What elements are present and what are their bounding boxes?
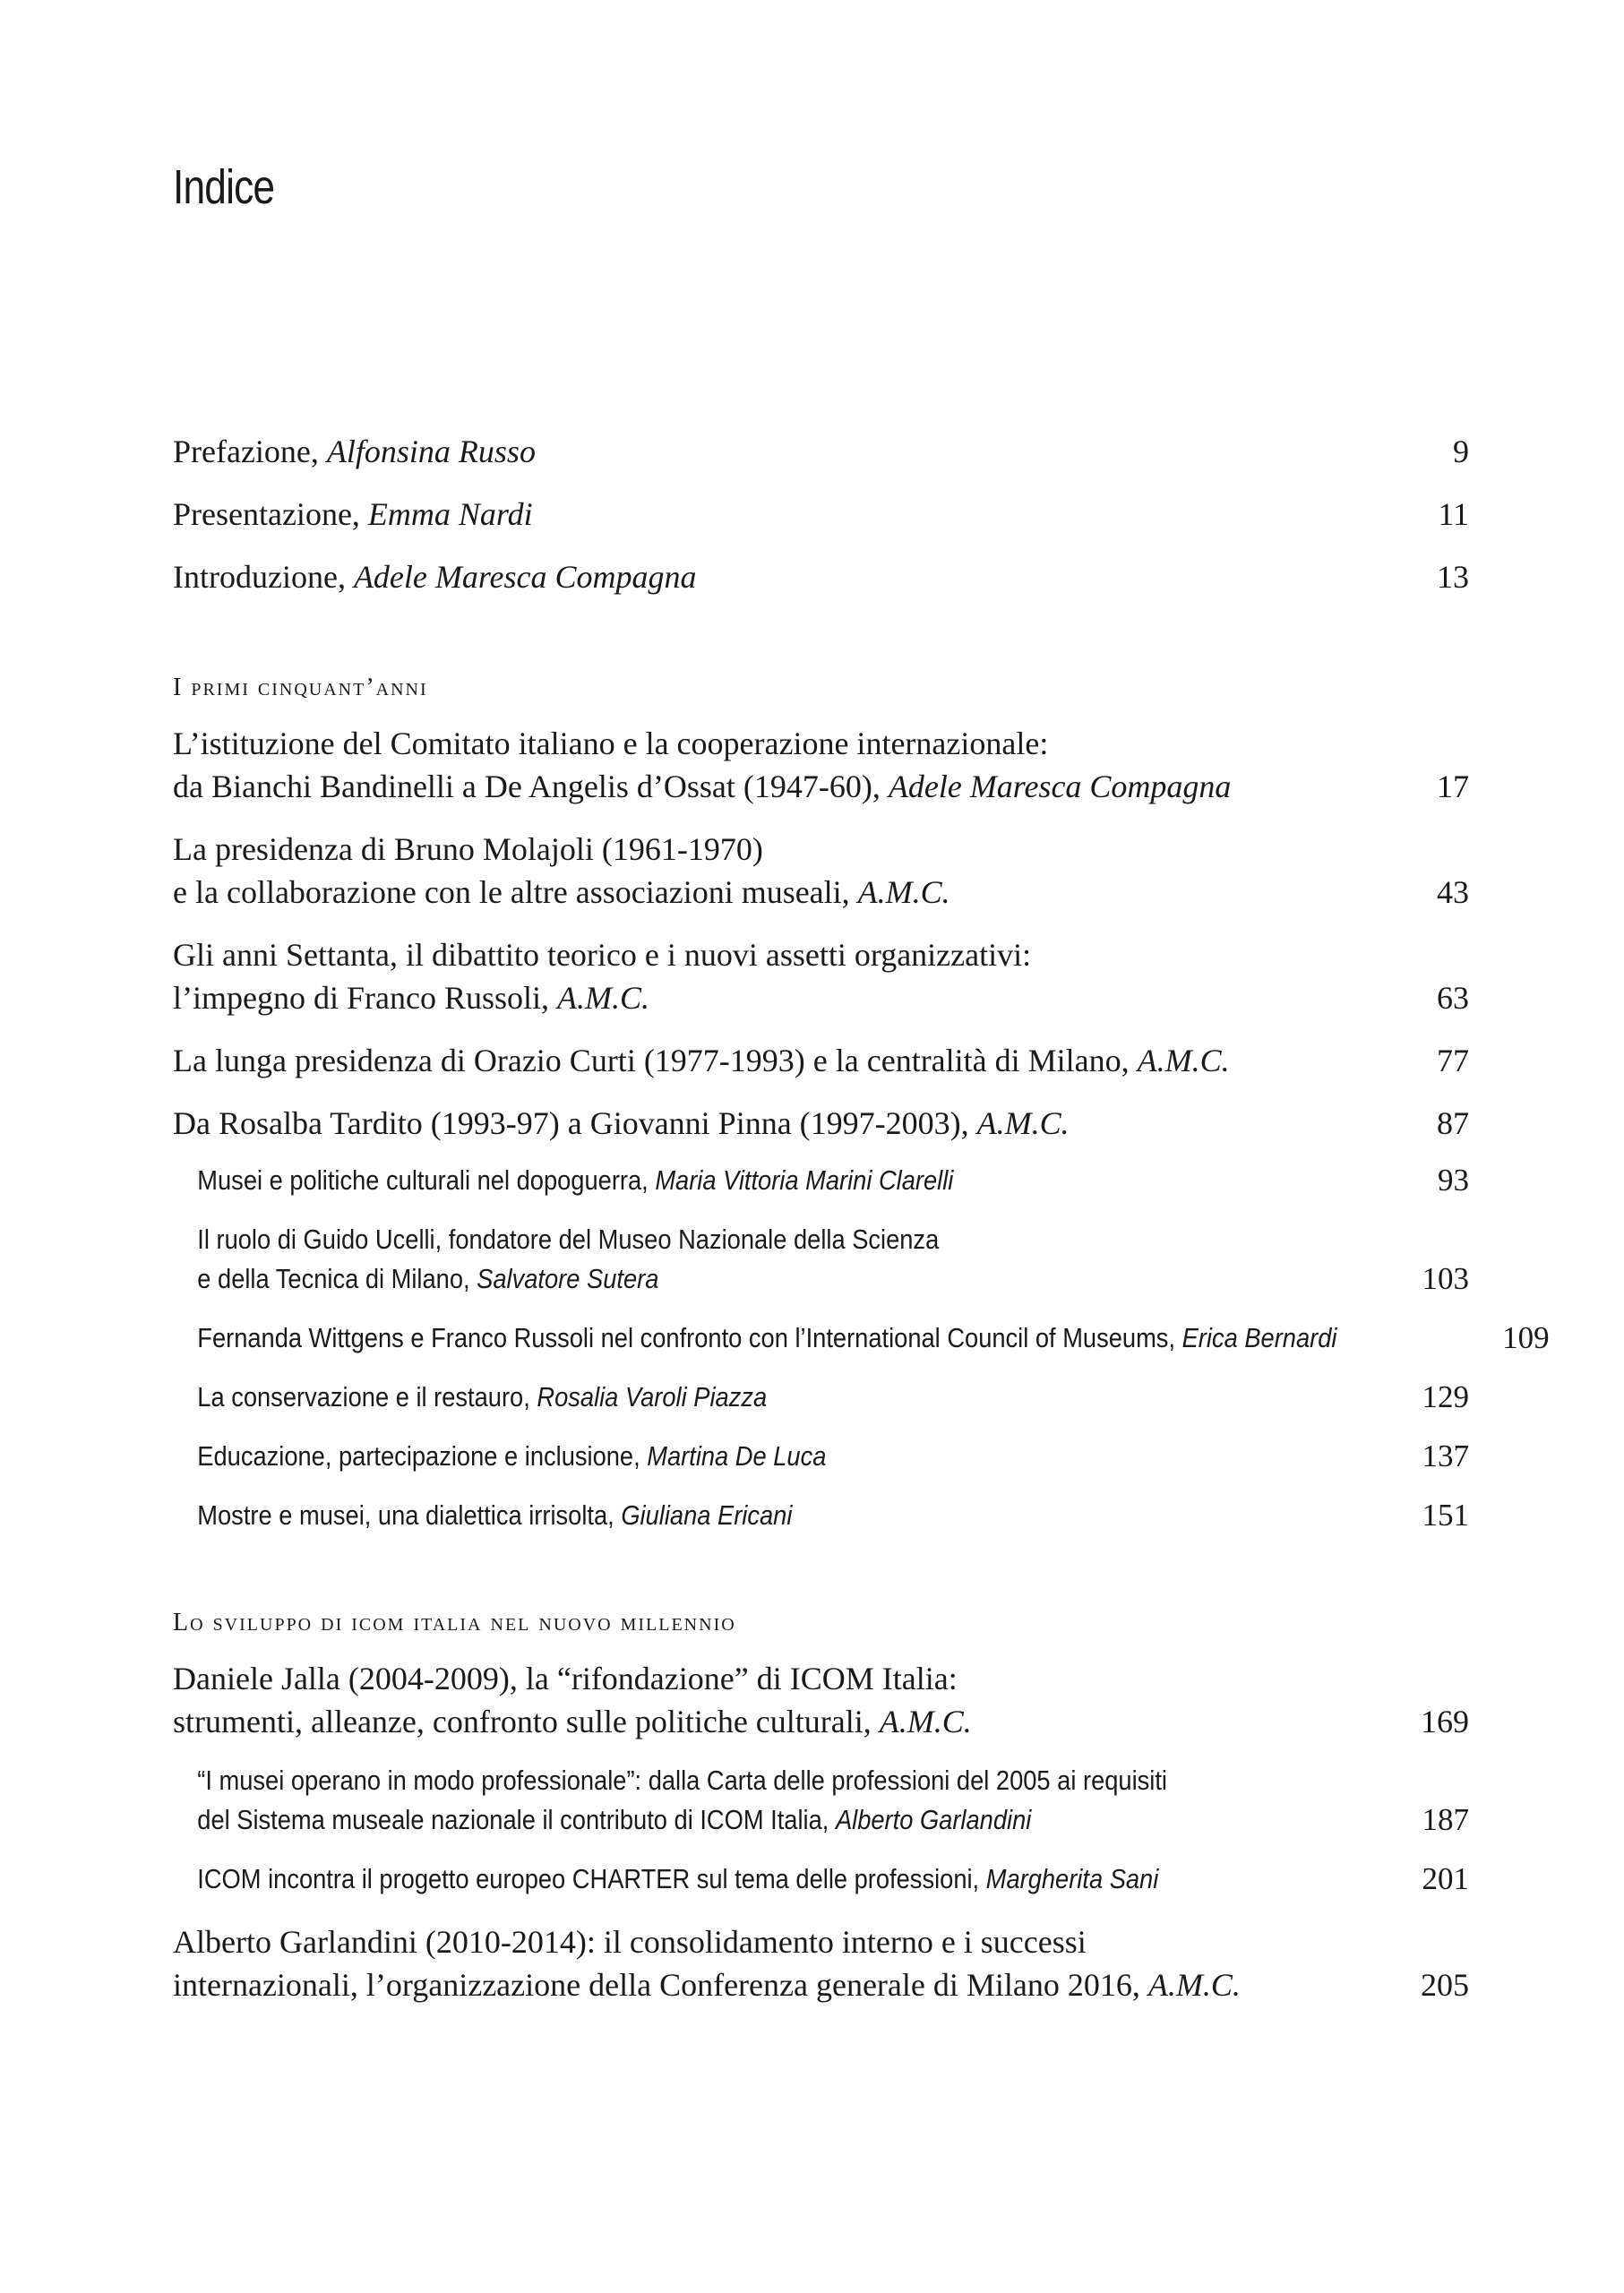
entry-author: A.M.C. bbox=[556, 980, 649, 1016]
entry-author: A.M.C. bbox=[857, 874, 950, 910]
entry-author: A.M.C. bbox=[976, 1105, 1070, 1141]
page-number: 17 bbox=[1437, 769, 1469, 804]
entry-title: Educazione, partecipazione e inclusione, bbox=[197, 1440, 648, 1472]
entry-title: La lunga presidenza di Orazio Curti (1977-1993) e la centralità di Milano, bbox=[173, 1043, 1138, 1078]
page-number: 103 bbox=[1422, 1261, 1469, 1296]
page-number: 63 bbox=[1437, 980, 1469, 1016]
page-number: 9 bbox=[1453, 434, 1469, 469]
entry-title-line1: Alberto Garlandini (2010-2014): il consolidamento interno e i successi bbox=[173, 1924, 1087, 1960]
toc-entry[interactable] bbox=[173, 828, 1469, 914]
table-of-contents bbox=[173, 430, 1550, 2006]
entry-author: Emma Nardi bbox=[367, 496, 533, 532]
toc-subentry[interactable] bbox=[173, 1161, 1469, 1200]
toc-subentry[interactable] bbox=[173, 1378, 1469, 1417]
toc-subentry[interactable] bbox=[173, 1859, 1469, 1899]
toc-entry[interactable] bbox=[173, 933, 1469, 1019]
toc-subentry[interactable] bbox=[173, 1496, 1469, 1535]
section-heading-sviluppo-icom-italia: Lo sviluppo di icom italia nel nuovo millennio bbox=[173, 1609, 736, 1636]
entry-title: Introduzione, bbox=[173, 559, 354, 595]
entry-title-line1: L’istituzione del Comitato italiano e la cooperazione internazionale: bbox=[173, 726, 1049, 761]
entry-title-line2: del Sistema museale nazionale il contributo di ICOM Italia, bbox=[197, 1804, 836, 1835]
entry-author: A.M.C. bbox=[1147, 1967, 1241, 2003]
entry-title-line1: “I musei operano in modo professionale”: dalla Carta delle professioni del 2005 ai requisiti bbox=[197, 1765, 1167, 1796]
toc-entry[interactable] bbox=[173, 1102, 1469, 1145]
entry-title-line1: Daniele Jalla (2004-2009), la “rifondazione” di ICOM Italia: bbox=[173, 1661, 958, 1696]
entry-author: Margherita Sani bbox=[985, 1863, 1159, 1894]
entry-author: Adele Maresca Compagna bbox=[888, 769, 1232, 804]
page-number: 201 bbox=[1422, 1861, 1469, 1896]
entry-author: Rosalia Varoli Piazza bbox=[537, 1381, 768, 1413]
page-title: Indice bbox=[173, 160, 275, 214]
entry-title-line2: strumenti, alleanze, confronto sulle politiche culturali, bbox=[173, 1704, 880, 1739]
toc-entry-prefazione[interactable] bbox=[173, 430, 1469, 473]
entry-title: Da Rosalba Tardito (1993-97) a Giovanni Pinna (1997-2003), bbox=[173, 1105, 977, 1141]
entry-author: Alfonsina Russo bbox=[326, 434, 536, 469]
entry-author: Salvatore Sutera bbox=[477, 1263, 659, 1294]
entry-author: A.M.C. bbox=[1137, 1043, 1230, 1078]
entry-title: Mostre e musei, una dialettica irrisolta, bbox=[197, 1499, 622, 1531]
entry-author: Alberto Garlandini bbox=[835, 1804, 1032, 1835]
entry-author: Maria Vittoria Marini Clarelli bbox=[655, 1164, 954, 1196]
entry-title-line2: da Bianchi Bandinelli a De Angelis d’Ossat (1947-60), bbox=[173, 769, 889, 804]
entry-title-line1: La presidenza di Bruno Molajoli (1961-1970) bbox=[173, 831, 763, 867]
page-number: 77 bbox=[1437, 1043, 1469, 1078]
toc-subentry[interactable] bbox=[173, 1318, 1550, 1358]
entry-title: Musei e politiche culturali nel dopoguerra, bbox=[197, 1164, 656, 1196]
entry-author: Adele Maresca Compagna bbox=[353, 559, 697, 595]
entry-author: A.M.C. bbox=[879, 1704, 972, 1739]
entry-title: Fernanda Wittgens e Franco Russoli nel confronto con l’International Council of Museums, bbox=[197, 1322, 1182, 1353]
toc-entry[interactable] bbox=[173, 722, 1469, 808]
entry-title-line2: e della Tecnica di Milano, bbox=[197, 1263, 477, 1294]
toc-subentry[interactable] bbox=[173, 1437, 1469, 1476]
entry-author: Erica Bernardi bbox=[1181, 1322, 1337, 1353]
entry-title: Prefazione, bbox=[173, 434, 327, 469]
toc-subentry[interactable] bbox=[173, 1220, 1469, 1299]
toc-entry-presentazione[interactable] bbox=[173, 493, 1469, 536]
page-number: 87 bbox=[1437, 1105, 1469, 1141]
toc-entry-introduzione[interactable] bbox=[173, 555, 1469, 598]
toc-entry[interactable] bbox=[173, 1657, 1469, 1743]
entry-title-line2: l’impegno di Franco Russoli, bbox=[173, 980, 557, 1016]
page-number: 13 bbox=[1437, 559, 1469, 595]
page-number: 11 bbox=[1438, 496, 1469, 532]
entry-title-line2: e la collaborazione con le altre associazioni museali, bbox=[173, 874, 858, 910]
page-number: 151 bbox=[1422, 1498, 1469, 1533]
entry-title: Presentazione, bbox=[173, 496, 368, 532]
page-number: 129 bbox=[1422, 1379, 1469, 1414]
toc-subentry[interactable] bbox=[173, 1761, 1469, 1840]
entry-title: ICOM incontra il progetto europeo CHARTER sul tema delle professioni, bbox=[197, 1863, 986, 1894]
page-number: 93 bbox=[1438, 1163, 1469, 1198]
toc-entry[interactable] bbox=[173, 1920, 1469, 2006]
page-number: 43 bbox=[1437, 874, 1469, 910]
section-heading-primi-cinquant-anni: I primi cinquant’anni bbox=[173, 674, 428, 701]
page-number: 169 bbox=[1421, 1704, 1469, 1739]
entry-title: La conservazione e il restauro, bbox=[197, 1381, 537, 1413]
page-number: 205 bbox=[1421, 1967, 1469, 2003]
page-number: 109 bbox=[1502, 1320, 1550, 1355]
page-number: 137 bbox=[1422, 1438, 1469, 1473]
entry-author: Martina De Luca bbox=[647, 1440, 827, 1472]
toc-entry[interactable] bbox=[173, 1039, 1469, 1082]
entry-title-line2: internazionali, l’organizzazione della Conferenza generale di Milano 2016, bbox=[173, 1967, 1148, 2003]
entry-author: Giuliana Ericani bbox=[621, 1499, 793, 1531]
entry-title-line1: Gli anni Settanta, il dibattito teorico e i nuovi assetti organizzativi: bbox=[173, 937, 1032, 973]
entry-title-line1: Il ruolo di Guido Ucelli, fondatore del Museo Nazionale della Scienza bbox=[197, 1224, 940, 1255]
page-number: 187 bbox=[1422, 1802, 1469, 1837]
